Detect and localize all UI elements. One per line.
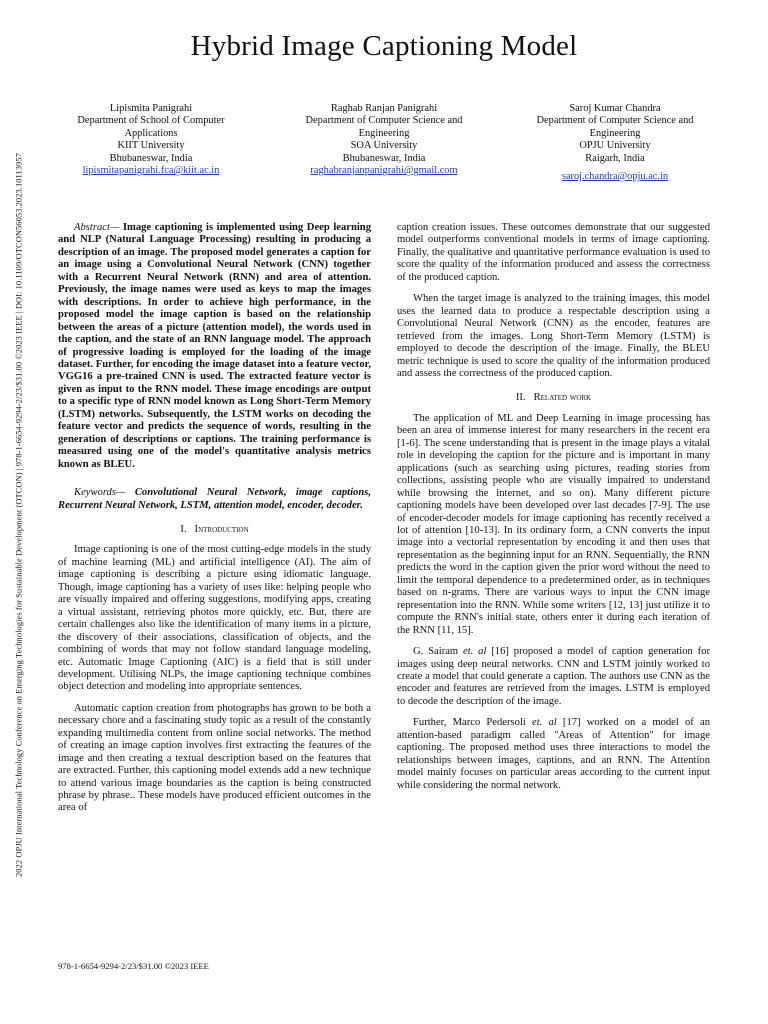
author-univ: SOA University [350,140,418,152]
abstract-lead: Abstract— [74,222,120,233]
copyright-footer: 978-1-6654-9294-2/23/$31.00 ©2023 IEEE [58,961,209,971]
side-citation [4,100,34,930]
section-number: I. [180,523,187,535]
section-number: II. [515,392,526,404]
abstract-text: Image captioning is implemented using Deep learning and NLP (Natural Language Processing) resulting in producing a description of an image. The proposed model generates a caption for an image using a Convolutional Neural Network (CNN) together with a Recurrent Neural Network (RNN) and area of attention. Previously, the image names were used as keys to map the images with descriptions. In order to achieve high performance, in the proposed model the image caption is based on the relationship between the areas of a picture (attention model), the words used in the caption, and the state of an RNN language model. The approach of progressive loading is employed for the loading of the image dataset. Further, for encoding the image dataset into a feature vector, VGG16 a pre-trained CNN is used. The extracted feature vector is given as input to the RNN model. These image encodings are output to a specific type of RNN model known as Long Short-Term Memory (LSTM) networks. Subsequently, the LSTM works on decoding the feature vector and predicts the sequence of words, resulting in the generation of descriptions or captions. The training performance is measured using one of the model's quantitative analysis metrics known as BLEU. [58,222,371,470]
keywords-lead: Keywords— [74,487,126,499]
paragraph [397,646,710,708]
section-heading-related-work [397,392,710,404]
section-heading-introduction [58,524,371,536]
author-block-1 [58,103,244,177]
paragraph: Automatic caption creation from photographs has grown to be both a necessary chore and a fascinating study topic as a result of the constantly expanding multimedia content from online social networks. The method of creating an image caption involves first extracting the features of the image and then creating a textual description based on the features that are extracted. Further, this captioning model extends add a new technique to attend various image boundaries as the caption is being constructed phrase by phrase.. These models have produced efficient outcomes in the area of [58,702,371,814]
author-name: Raghab Ranjan Panigrahi [330,103,438,114]
author-univ: OPJU University [579,140,651,152]
author-city: Bhubaneswar, India [342,152,426,164]
paragraph [397,717,710,792]
author-dept: Department of School of Computer Applications [77,115,225,139]
side-citation-text: 2022 OPJU International Technology Conference on Emerging Technologies for Sustainable Development (OTCON) | 978-1-6654-9294-2/23/$31.00 ©2023 IEEE | DOI: 10.1109/OTCON56053.2023.10113957 [14,153,24,877]
keywords-text: Convolutional Neural Network, image captions, Recurrent Neural Network, LSTM, attention model, encoder, decoder. [58,487,371,511]
paper-title: Hybrid Image Captioning Model [190,30,578,62]
paragraph: Image captioning is one of the most cutting-edge models in the study of machine learning (ML) and artificial intelligence (AI). The aim of image captioning is describing a picture using idiomatic language. Though, image captioning has a variety of uses like: helping people who are visually impaired and offering suggestions, modifying apps, creating a virtual assistant, retrieving photos more quickly, etc. But, there are certain challenges also like the identification of many items in a picture, the discovery of their associations, classification of objects, and the combining of words that may not follow standard language modeling, etc. Automatic Image Captioning (AIC) is a field that is still under development. Utilising NLPs, the image captioning technique combines object detection and modeling into appropriate sentences. [58,544,371,693]
author-univ: KIIT University [117,140,185,152]
text-run: Further, Marco Pedersoli [413,717,533,729]
author-city: Bhubaneswar, India [109,152,193,164]
left-column [58,222,371,824]
author-email-link[interactable]: saroj.chandra@opju.ac.in [561,171,669,183]
keywords [58,487,371,512]
author-email-link[interactable]: lipismitapanigrahi.fca@kiit.ac.in [82,165,220,177]
paragraph: The application of ML and Deep Learning in image processing has been an area of immense interest for many researchers in the recent era [1-6]. The scene understanding that is present in the image plays a vitalal role in developing the caption for the picture and is important in many applications (such as searching using pictures, reading stories from collections, assisting people who are visually impaired to understand while browsing the internet, and so on). Many different picture captioning models have been developed over last decades [7-9]. The use of encoder-decoder models for image captioning has recently received a lot of attention [10-13]. In its ordinary form, a CNN converts the input image into a vectorial representation by encoding it and then uses that representation as the beginning input for an RNN. Sequentially, the RNN predicts the word in the caption given the prior word without the need to limit the temporal dependence to a predetermined order, as in techniques based on n-grams. There are various ways to input the CNN image representation into the RNN. While some writers [12, 13] just utilize it to compute the RNN's initial state, others enter it during each iteration of the RNN [11, 15]. [397,412,710,636]
abstract [58,222,371,471]
author-dept: Department of Computer Science and Engineering [305,115,463,139]
author-name: Lipismita Panigrahi [109,103,193,114]
text-run: G. Sairam [413,646,464,658]
section-title: Introduction [194,523,249,535]
author-block-2 [289,103,479,177]
author-city: Raigarh, India [585,152,645,164]
right-column [397,222,710,801]
author-dept: Department of Computer Science and Engineering [536,115,694,139]
author-email-link[interactable]: raghabranjanpanigrahi@gmail.com [310,165,458,177]
text-run-italic: et. al [532,717,557,729]
author-name: Saroj Kumar Chandra [569,103,661,114]
text-run: [17] worked on a model of an attention-based paradigm called "Areas of Attention" for image captioning. The proposed method uses three interactions to model the relationships between images, captions, and an RNN. The Attention model mainly focuses on particular areas according to the current input while considering the normal network. [397,717,711,791]
section-title: Related work [533,392,592,404]
text-run-italic: et. al [463,646,487,658]
paragraph: When the target image is analyzed to the training images, this model uses the learned data to produce a respectable description using a Convolutional Neural Network (CNN) as the encoder, features are retrieved from the images. Long Short-Term Memory (LSTM) is employed to decode the description of the image. Finally, the BLEU metric technique is used to score the quality of the information produced and assess the correctness of the produced caption. [397,293,710,379]
author-block-3 [520,103,710,183]
text-run: [16] proposed a model of caption generation for images using deep neural networks. CNN and LSTM jointly worked to create a model that could generate a caption. The authors use CNN as the encoder and features are retrieved from the images. LSTM is employed to decode the description of the image. [397,646,711,707]
paragraph: caption creation issues. These outcomes demonstrate that our suggested model outperforms conventional models in terms of image captioning. Finally, the qualitative and quantitative performance evaluation is used to score the quality of the information produced and assess the correctness of the produced caption. [397,222,710,283]
